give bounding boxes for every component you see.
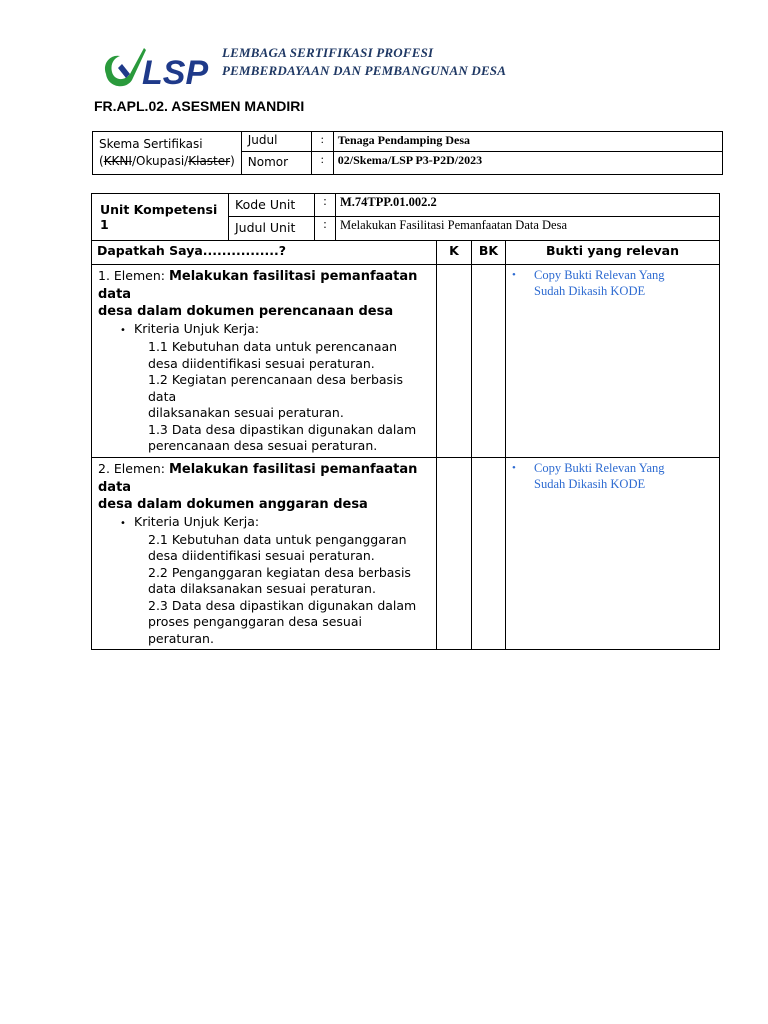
org-name-line1: LEMBAGA SERTIFIKASI PROFESI [222, 45, 434, 60]
bullet-icon: • [512, 461, 516, 474]
element-title: 2. Elemen: Melakukan fasilitasi pemanfaatan data [98, 460, 418, 495]
bullet-icon: • [120, 517, 126, 529]
judul-unit-value: Melakukan Fasilitasi Pemanfaatan Data Desa [336, 217, 720, 241]
kriteria-label: • Kriteria Unjuk Kerja: [120, 513, 430, 532]
lsp-logo [100, 44, 212, 92]
bullet-icon: • [120, 325, 126, 336]
nomor-colon: : [311, 152, 333, 175]
form-title: FR.APL.02. ASESMEN MANDIRI [94, 98, 305, 114]
judul-value: Tenaga Pendamping Desa [333, 132, 722, 152]
kode-unit-value: M.74TPP.01.002.2 [336, 194, 720, 217]
bukti-cell[interactable] [506, 265, 720, 458]
check-swoosh-icon [105, 48, 146, 86]
kuk-item: 2.3 Data desa dipastikan digunakan dalam proses penganggaran desa sesuai peraturan. [148, 597, 417, 646]
bullet-icon: • [512, 269, 516, 281]
judul-unit-colon: : [315, 217, 336, 241]
kuk-item: 1.3 Data desa dipastikan digunakan dalam perencanaan desa sesuai peraturan. [148, 421, 417, 453]
kkni-struck: KKNI [103, 154, 132, 168]
element-title-line2: desa dalam dokumen anggaran desa [98, 496, 368, 512]
element-cell [92, 265, 437, 458]
org-name [222, 44, 506, 80]
judul-unit-label: Judul Unit [229, 217, 315, 241]
bukti-cell[interactable] [506, 457, 720, 650]
bukti-header: Bukti yang relevan [506, 241, 720, 265]
element-title: 1. Elemen: Melakukan fasilitasi pemanfaatan data [98, 268, 418, 302]
question-header: Dapatkah Saya................? [92, 241, 437, 265]
bukti-text: Sudah Dikasih KODE [534, 476, 646, 491]
element-row [92, 457, 720, 650]
element-row [92, 265, 720, 458]
kuk-item: 1.2 Kegiatan perencanaan desa berbasis data dilaksanakan sesuai peraturan. [148, 372, 404, 420]
bukti-text: Sudah Dikasih KODE [534, 284, 646, 298]
kuk-item: 2.1 Kebutuhan data untuk penganggaran desa diidentifikasi sesuai peraturan. [148, 531, 407, 563]
judul-label: Judul [241, 132, 311, 152]
skema-label [93, 132, 242, 175]
bk-checkbox-cell[interactable] [472, 265, 506, 458]
nomor-value: 02/Skema/LSP P3-P2D/2023 [333, 152, 722, 175]
bukti-text: Copy Bukti Relevan Yang [534, 268, 665, 282]
kode-unit-colon: : [315, 194, 336, 217]
k-checkbox-cell[interactable] [437, 457, 472, 650]
kuk-item: 2.2 Penganggaran kegiatan desa berbasis data dilaksanakan sesuai peraturan. [148, 564, 411, 596]
element-cell [92, 457, 437, 650]
org-name-line2: PEMBERDAYAAN DAN PEMBANGUNAN DESA [222, 63, 507, 78]
k-header: K [437, 241, 472, 265]
element-title-line2: desa dalam dokumen perencanaan desa [98, 304, 394, 319]
skema-label-line1: Skema Sertifikasi [99, 137, 203, 151]
nomor-label: Nomor [241, 152, 311, 175]
kode-unit-label: Kode Unit [229, 194, 315, 217]
klaster-struck: Klaster [188, 154, 231, 168]
unit-table [91, 193, 720, 650]
k-checkbox-cell[interactable] [437, 265, 472, 458]
skema-table [92, 131, 723, 175]
judul-colon: : [311, 132, 333, 152]
bk-header: BK [472, 241, 506, 265]
logo-text: LSP [142, 54, 209, 92]
skema-label-line2: (KKNI/Okupasi/Klaster) [99, 154, 235, 168]
kriteria-label: • Kriteria Unjuk Kerja: [120, 320, 430, 339]
bk-checkbox-cell[interactable] [472, 457, 506, 650]
unit-label: Unit Kompetensi 1 [92, 194, 229, 241]
bukti-text: Copy Bukti Relevan Yang [534, 460, 665, 475]
kuk-item: 1.1 Kebutuhan data untuk perencanaan desa diidentifikasi sesuai peraturan. [148, 339, 398, 371]
